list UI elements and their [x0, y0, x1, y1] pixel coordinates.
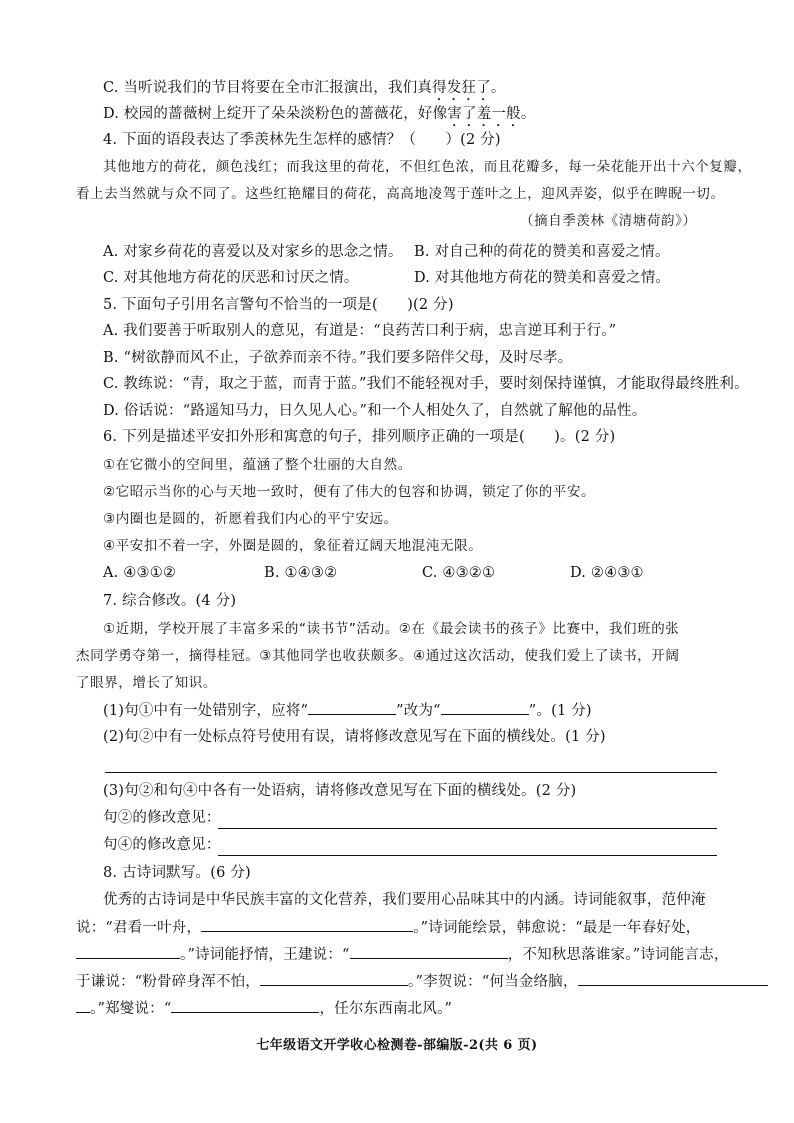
q4-source: （摘自季羡林《清塘荷韵》） [520, 213, 697, 229]
q3-option-c: C. 当听说我们的节目将要在全市汇报演出，我们真得发狂了。 [103, 80, 506, 96]
q8-line4: 于谦说：“粉骨碎身浑不怕， 。”李贺说：“何当金络脑， [76, 971, 768, 992]
q8-line1: 优秀的古诗词是中华民族丰富的文化营养，我们要用心品味其中的内涵。诗词能叙事，范仲淹 [103, 892, 706, 908]
q4-passage-line1: 其他地方的荷花，颜色浅红；而我这里的荷花，不但红色浓，而且花瓣多，每一朵花能开出十六个复瓣， [103, 159, 752, 175]
q7-sub1-blank-wrong[interactable] [308, 700, 396, 715]
q8-blank-5-end[interactable] [76, 998, 90, 1013]
q7-sub1: (1)句①中有一处错别字，应将“ ”改为“ ”。(1 分) [103, 700, 592, 721]
q7-sub2-answer-line[interactable] [105, 772, 717, 773]
q6-option-b: B. ①④③② [264, 565, 338, 581]
q5-option-a: A. 我们要善于听取别人的意见，有道是：“良药苦口利于病，忠言逆耳利于行。” [103, 323, 617, 339]
q8-line3: 。”诗词能抒情，王建说：“ ，不知秋思落谁家。”诗词能言志， [76, 944, 729, 965]
q8-line2: 说：“君看一叶舟， 。”诗词能绘景，韩愈说：“最是一年春好处， [76, 917, 701, 938]
q5-option-d: D. 俗话说：“路遥知马力，日久见人心。”和一个人相处久了，自然就了解他的品性。 [103, 403, 647, 419]
q7-fix2-label: 句②的修改意见： [103, 810, 221, 826]
q5-stem: 5. 下面句子引用名言警句不恰当的一项是( )(2 分) [103, 297, 454, 313]
q5-option-c: C. 教练说：“青，取之于蓝，而青于蓝。”我们不能轻视对手，要时刻保持谨慎，才能取得最终胜利。 [103, 376, 749, 392]
q8-blank-1[interactable] [201, 917, 413, 932]
q8-blank-6[interactable] [171, 998, 319, 1013]
q4-option-b: B. 对自己种的荷花的赞美和喜爱之情。 [414, 244, 670, 260]
q7-sub3: (3)句②和句④中各有一处语病，请将修改意见写在下面的横线处。(2 分) [103, 783, 577, 799]
q6-sentence-2: ②它昭示当你的心与天地一致时，便有了伟大的包容和协调，锁定了你的平安。 [103, 484, 596, 500]
q7-sub1-blank-correct[interactable] [441, 700, 529, 715]
q7-fix2-answer-line[interactable] [218, 828, 717, 829]
q6-sentence-1: ①在它微小的空间里，蕴涵了整个壮丽的大自然。 [103, 457, 412, 473]
q7-passage-line2: 杰同学勇夺第一，摘得桂冠。③其他同学也收获颇多。④通过这次活动，使我们爱上了读书，开阔 [76, 648, 680, 664]
q7-fix4-label: 句④的修改意见： [103, 837, 221, 853]
q7-sub2: (2)句②中有一处标点符号使用有误，请将修改意见写在下面的横线处。(1 分) [103, 729, 606, 745]
q7-passage-line3: 了眼界，增长了知识。 [76, 675, 217, 691]
q6-sentence-3: ③内圈也是圆的，祈愿着我们内心的平宁安远。 [103, 511, 398, 527]
q8-line5: 。”郑燮说：“ ，任尔东西南北风。” [76, 998, 452, 1019]
q8-blank-5-start[interactable] [578, 971, 768, 986]
q5-option-b: B. “树欲静而风不止，子欲养而亲不待。”我们要多陪伴父母，及时尽孝。 [103, 350, 573, 366]
q4-passage-line2: 看上去当然就与众不同了。这些红艳耀目的荷花，高高地凌驾于莲叶之上，迎风弄姿，似乎在睥睨一切。 [76, 186, 725, 202]
q6-stem: 6. 下列是描述平安扣外形和寓意的句子，排列顺序正确的一项是( )。(2 分) [103, 429, 616, 445]
q3-option-d: D. 校园的蔷薇树上绽开了朵朵淡粉色的蔷薇花，好像害了羞一般。 [103, 106, 536, 122]
q4-stem: 4. 下面的语段表达了季羡林先生怎样的感情？（ ）(2 分) [103, 132, 501, 148]
q6-option-d: D. ②④③① [570, 565, 644, 581]
q4-option-a: A. 对家乡荷花的喜爱以及对家乡的思念之情。 [103, 244, 403, 260]
q7-stem: 7. 综合修改。(4 分) [103, 593, 237, 609]
q7-passage-line1: ①近期，学校开展了丰富多采的“读书节”活动。②在《最会读书的孩子》比赛中，我们班的张 [103, 621, 680, 637]
q8-blank-2[interactable] [76, 944, 180, 959]
q8-blank-4[interactable] [260, 971, 408, 986]
q6-option-c: C. ④③②① [422, 565, 496, 581]
q4-option-c: C. 对其他地方荷花的厌恶和讨厌之情。 [103, 270, 359, 286]
q4-option-d: D. 对其他地方荷花的赞美和喜爱之情。 [414, 270, 671, 286]
q6-option-a: A. ④③①② [103, 565, 177, 581]
q6-sentence-4: ④平安扣不着一字，外圈是圆的，象征着辽阔天地混沌无限。 [103, 538, 483, 554]
q8-stem: 8. 古诗词默写。(6 分) [103, 865, 251, 881]
page-footer: 七年级语文开学收心检测卷-部编版-2(共 6 页) [256, 1038, 538, 1053]
q7-fix4-answer-line[interactable] [218, 855, 717, 856]
q8-blank-3[interactable] [350, 944, 508, 959]
